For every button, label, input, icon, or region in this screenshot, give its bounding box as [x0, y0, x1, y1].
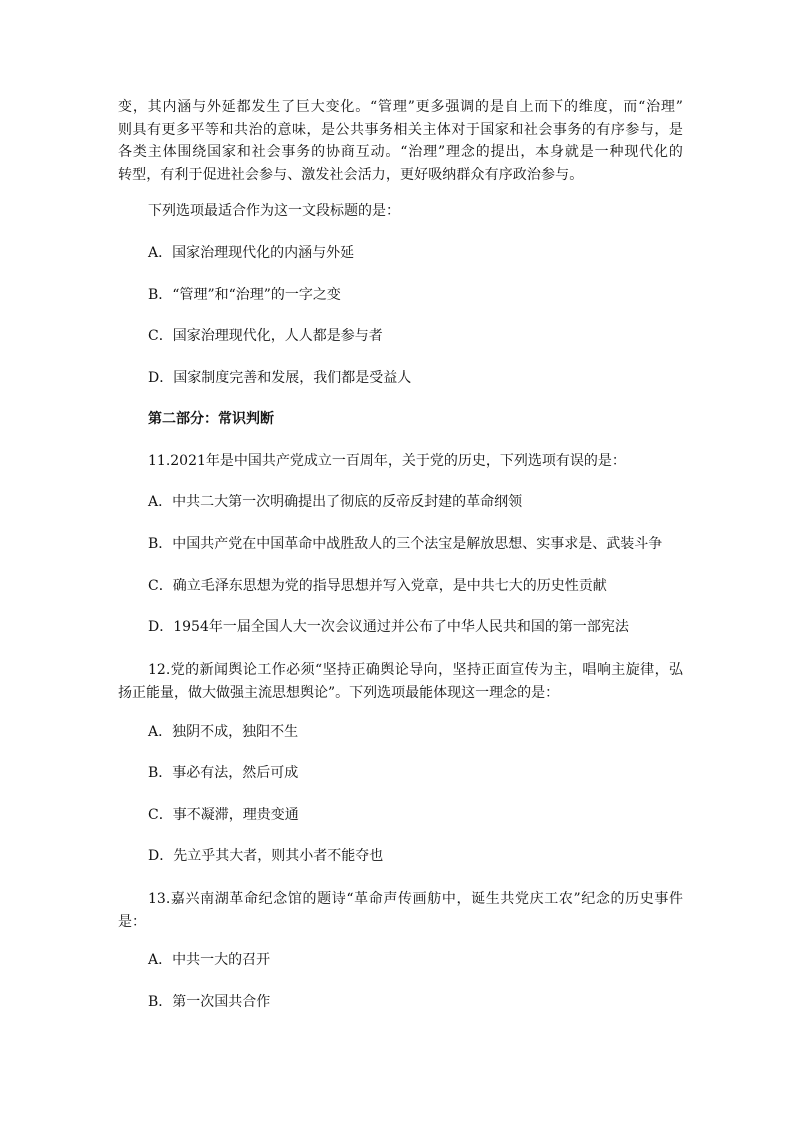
q10-option-b: B．“管理”和“治理”的一字之变	[148, 287, 341, 303]
question-10-text: 下列选项最适合作为这一文段标题的是：	[148, 203, 400, 219]
intro-line: 则具有更多平等和共治的意味，是公共事务相关主体对于国家和社会事务的有序参与，是	[118, 121, 683, 138]
intro-line: 转型，有利于促进社会参与、激发社会活力，更好吸纳群众有序政治参与。	[118, 166, 584, 183]
q10-option-c: C．国家治理现代化，人人都是参与者	[148, 328, 383, 344]
question-12-line: 扬正能量，做大做强主流思想舆论”。下列选项最能体现这一理念的是：	[118, 684, 560, 701]
question-13-text	[118, 888, 683, 933]
q12-option-b: B．事必有法，然后可成	[148, 765, 299, 781]
question-12-text	[118, 659, 683, 704]
q10-option-d: D．国家制度完善和发展，我们都是受益人	[148, 370, 412, 386]
q13-option-b: B．第一次国共合作	[148, 994, 271, 1010]
question-13-line: 是：	[118, 913, 146, 930]
q11-option-b: B．中国共产党在中国革命中战胜敌人的三个法宝是解放思想、实事求是、武装斗争	[148, 536, 663, 552]
intro-line: 变，其内涵与外延都发生了巨大变化。“管理”更多强调的是自上而下的维度，而“治理”	[118, 99, 683, 115]
q11-option-d: D．1954年一届全国人大一次会议通过并公布了中华人民共和国的第一部宪法	[148, 619, 629, 635]
question-11-text: 11.2021年是中国共产党成立一百周年，关于党的历史，下列选项有误的是：	[148, 453, 626, 469]
question-13-line: 13.嘉兴南湖革命纪念馆的题诗“革命声传画舫中，诞生共党庆工农”纪念的历史事件	[148, 891, 683, 907]
section-heading: 第二部分：常识判断	[148, 411, 274, 427]
q12-option-c: C．事不凝滞，理贵变通	[148, 807, 299, 823]
q11-option-a: A．中共二大第一次明确提出了彻底的反帝反封建的革命纲领	[148, 494, 523, 510]
q11-option-c: C．确立毛泽东思想为党的指导思想并写入党章，是中共七大的历史性贡献	[148, 578, 607, 594]
q12-option-d: D．先立乎其大者，则其小者不能夺也	[148, 848, 384, 864]
intro-line: 各类主体围绕国家和社会事务的协商互动。“治理”理念的提出，本身就是一种现代化的	[118, 144, 683, 160]
q10-option-a: A．国家治理现代化的内涵与外延	[148, 245, 355, 261]
question-12-line: 12.党的新闻舆论工作必须“坚持正确舆论导向，坚持正面宣传为主，唱响主旋律，弘	[148, 662, 683, 678]
q12-option-a: A．独阴不成，独阳不生	[148, 724, 299, 740]
intro-paragraph	[118, 96, 683, 186]
q13-option-a: A．中共一大的召开	[148, 952, 271, 968]
